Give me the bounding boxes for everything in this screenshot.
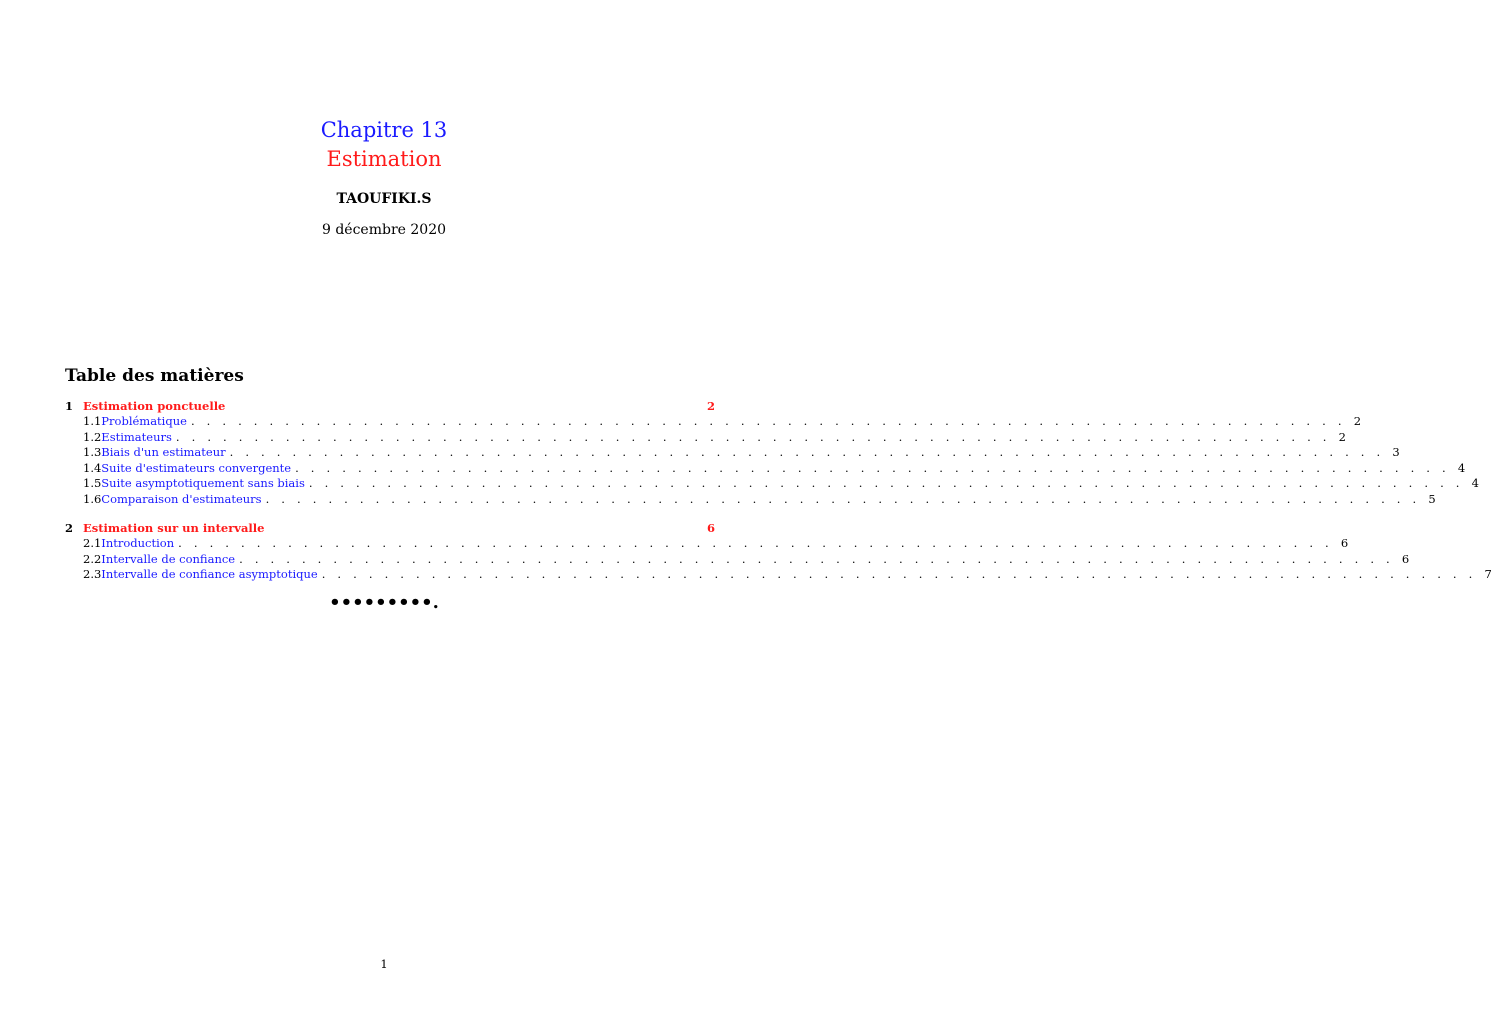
toc-subsection-link[interactable]: Problématique	[101, 414, 187, 428]
toc-subsection-link[interactable]: Biais d'un estimateur	[101, 445, 226, 459]
toc-subsection-link[interactable]: Suite d'estimateurs convergente	[101, 460, 292, 475]
toc-subsection-link[interactable]: Intervalle de confiance	[101, 551, 236, 566]
toc-subsection-link[interactable]: Suite asymptotiquement sans biais	[101, 476, 305, 490]
table-of-contents	[65, 398, 1492, 583]
author-name: TAOUFIKI.S	[336, 191, 432, 207]
toc-subsection-2-3[interactable]	[65, 567, 1492, 583]
toc-subsection-1-6[interactable]	[65, 491, 1436, 508]
toc-subsection-2-2[interactable]	[65, 551, 1410, 568]
toc-subsection-1-1[interactable]	[65, 414, 1362, 430]
toc-subsection-page[interactable]: 6	[1340, 536, 1349, 550]
chapter-subtitle: Estimation	[326, 147, 442, 171]
toc-subsection-page[interactable]: 7	[1484, 567, 1492, 581]
toc-subsection-link[interactable]: Estimateurs	[101, 429, 172, 444]
toc-subsection-link[interactable]: Intervalle de confiance asymptotique	[101, 567, 318, 581]
toc-section-page[interactable]: 2	[706, 399, 715, 413]
toc-subsection-1-3[interactable]	[65, 445, 1400, 461]
toc-subsection-1-2[interactable]	[65, 429, 1346, 446]
toc-subsection-page[interactable]: 3	[1392, 445, 1400, 459]
toc-subsection-link[interactable]: Introduction	[101, 536, 175, 550]
toc-subsection-page[interactable]: 6	[1401, 551, 1410, 566]
toc-dot-leader: . . . . . . . . . . . . . . . . . . . . . . . . . . . . . . . . . . . . . . . . . . . . . . . . . . . . . . . . . . . . . . . . . . . . . . . . . .	[229, 445, 1385, 459]
toc-dot-leader: . . . . . . . . . . . . . . . . . . . . . . . . . . . . . . . . . . . . . . . . . . . . . . . . . . . . . . . . . . . . . . . . . . . . . . . . . .	[308, 476, 1464, 490]
toc-subsection-link[interactable]: Comparaison d'estimateurs	[101, 491, 262, 506]
toc-dot-leader: . . . . . . . . . . . . . . . . . . . . . . . . . . . . . . . . . . . . . . . . . . . . . . . . . . . . . . . . . . . . . . . . . . . . . . . . . .	[178, 536, 1333, 550]
toc-subsection-page[interactable]: 2	[1353, 414, 1362, 428]
toc-subsection-number: 2.3	[83, 567, 102, 581]
toc-subsection-page[interactable]: 4	[1471, 476, 1479, 490]
toc-section-1[interactable]	[65, 398, 715, 414]
toc-section-number: 2	[65, 521, 74, 535]
ornament-divider: •••••••••.	[329, 592, 439, 613]
toc-section-number: 1	[65, 399, 74, 413]
toc-dot-leader: . . . . . . . . . . . . . . . . . . . . . . . . . . . . . . . . . . . . . . . . . . . . . . . . . . . . . . . . . . . . . . . . . . . . . . . . . .	[190, 414, 1346, 428]
toc-dot-leader: . . . . . . . . . . . . . . . . . . . . . . . . . . . . . . . . . . . . . . . . . . . . . . . . . . . . . . . . . . . . . . . . . . . . . . . . . .	[175, 429, 1331, 444]
toc-subsection-page[interactable]: 2	[1338, 429, 1346, 444]
toc-subsection-number: 1.5	[83, 476, 102, 490]
toc-subsection-number: 1.4	[83, 460, 102, 475]
toc-subsection-number: 1.1	[83, 414, 102, 428]
toc-section-2[interactable]	[65, 520, 715, 536]
toc-subsection-number: 1.6	[83, 491, 102, 506]
toc-subsection-2-1[interactable]	[65, 536, 1349, 552]
toc-dot-leader: . . . . . . . . . . . . . . . . . . . . . . . . . . . . . . . . . . . . . . . . . . . . . . . . . . . . . . . . . . . . . . . . . . . . . . . . . .	[239, 551, 1394, 566]
toc-dot-leader: . . . . . . . . . . . . . . . . . . . . . . . . . . . . . . . . . . . . . . . . . . . . . . . . . . . . . . . . . . . . . . . . . . . . . . . . . .	[265, 491, 1421, 506]
toc-subsection-page[interactable]: 4	[1457, 460, 1466, 475]
toc-subsection-number: 1.3	[83, 445, 102, 459]
toc-subsection-number: 2.1	[83, 536, 102, 550]
toc-section-page[interactable]: 6	[706, 521, 715, 535]
page-number: 1	[380, 957, 388, 971]
toc-dot-leader: . . . . . . . . . . . . . . . . . . . . . . . . . . . . . . . . . . . . . . . . . . . . . . . . . . . . . . . . . . . . . . . . . . . . . . . . . .	[295, 460, 1450, 475]
toc-heading: Table des matières	[65, 366, 244, 386]
toc-subsection-number: 1.2	[83, 429, 102, 444]
toc-subsection-1-4[interactable]	[65, 460, 1466, 477]
chapter-title: Chapitre 13	[320, 118, 448, 142]
toc-subsection-number: 2.2	[83, 551, 102, 566]
document-date: 9 décembre 2020	[321, 222, 447, 238]
toc-subsection-1-5[interactable]	[65, 476, 1479, 492]
toc-subsection-page[interactable]: 5	[1428, 491, 1436, 506]
toc-dot-leader: . . . . . . . . . . . . . . . . . . . . . . . . . . . . . . . . . . . . . . . . . . . . . . . . . . . . . . . . . . . . . . . . . . . . . . . . . .	[321, 567, 1477, 581]
toc-section-link[interactable]: Estimation sur un intervalle	[83, 521, 265, 535]
toc-section-link[interactable]: Estimation ponctuelle	[83, 399, 226, 413]
